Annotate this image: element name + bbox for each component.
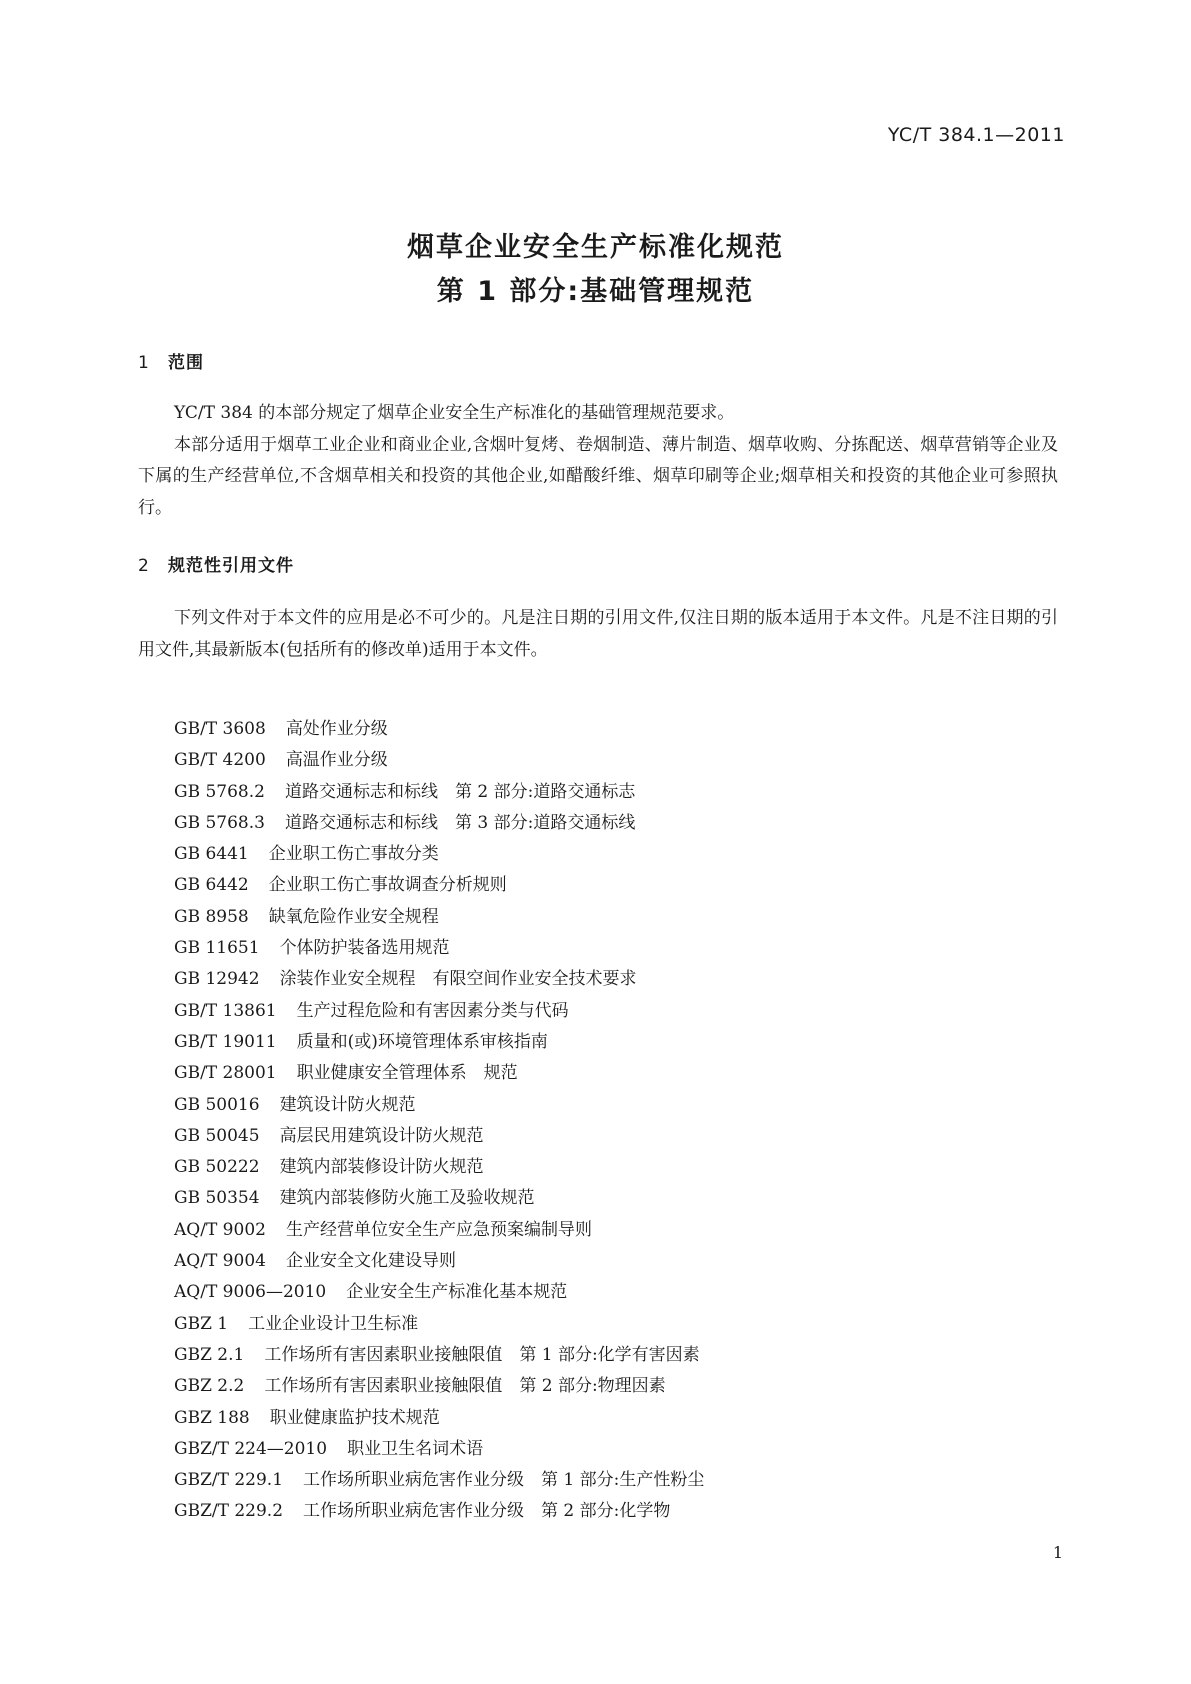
reference-code: GB 50222 (174, 1157, 260, 1178)
reference-code: GB 50354 (174, 1188, 260, 1209)
reference-title: 企业安全文化建设导则 (285, 1251, 456, 1272)
section-number: 2 (138, 556, 150, 576)
reference-title: 缺氧危险作业安全规程 (268, 906, 439, 927)
reference-title: 职业健康安全管理体系 规范 (296, 1063, 518, 1084)
reference-title: 建筑设计防火规范 (279, 1094, 416, 1115)
reference-item (174, 808, 704, 839)
reference-item (174, 1371, 704, 1402)
section-title: 规范性引用文件 (168, 556, 294, 576)
reference-title: 职业卫生名词术语 (347, 1438, 484, 1459)
reference-title: 工作场所有害因素职业接触限值 第 1 部分:化学有害因素 (264, 1344, 700, 1365)
reference-item (174, 1183, 704, 1214)
reference-title: 个体防护装备选用规范 (279, 938, 450, 959)
reference-code: GBZ/T 224—2010 (174, 1438, 328, 1459)
paragraph: 本部分适用于烟草工业企业和商业企业,含烟叶复烤、卷烟制造、薄片制造、烟草收购、分拣配送、烟草营销等企业及下属的生产经营单位,不含烟草相关和投资的其他企业,如醋酸纤维、烟草印刷等企业;烟草相关和投资的其他企业可参照执行。 (138, 434, 1058, 518)
reference-title: 企业职工伤亡事故分类 (268, 844, 439, 865)
title-main: 烟草企业安全生产标准化规范 (407, 232, 784, 263)
reference-item (174, 964, 704, 995)
reference-title: 高温作业分级 (285, 750, 388, 771)
reference-item (174, 870, 704, 901)
reference-code: AQ/T 9002 (174, 1219, 266, 1240)
page-number: 1 (1052, 1543, 1063, 1562)
reference-item (174, 839, 704, 870)
reference-title: 高处作业分级 (285, 719, 388, 739)
reference-title: 涂装作业安全规程 有限空间作业安全技术要求 (279, 969, 637, 990)
reference-item (174, 1121, 704, 1152)
reference-title: 工业企业设计卫生标准 (248, 1313, 419, 1334)
reference-title: 企业安全生产标准化基本规范 (346, 1282, 568, 1303)
reference-title: 道路交通标志和标线 第 3 部分:道路交通标线 (284, 812, 636, 833)
reference-code: GB/T 13861 (174, 1000, 277, 1021)
reference-item (174, 1434, 704, 1465)
paragraph: 下列文件对于本文件的应用是必不可少的。凡是注日期的引用文件,仅注日期的版本适用于本文件。凡是不注日期的引用文件,其最新版本(包括所有的修改单)适用于本文件。 (138, 608, 1058, 660)
section-heading-references (138, 551, 294, 576)
title-sub: 第 1 部分:基础管理规范 (436, 276, 755, 307)
reference-item (174, 1090, 704, 1121)
reference-item (174, 745, 704, 776)
reference-code: GB 6441 (174, 844, 249, 865)
reference-item (174, 1496, 704, 1527)
reference-code: GB/T 19011 (174, 1031, 277, 1052)
section-number: 1 (138, 353, 150, 373)
section-body-scope (138, 398, 1058, 524)
reference-code: GB 50045 (174, 1125, 260, 1146)
reference-item (174, 1309, 704, 1340)
reference-code: GB 8958 (174, 906, 249, 927)
section-title: 范围 (168, 353, 204, 373)
reference-item (174, 1465, 704, 1496)
reference-item (174, 1277, 704, 1308)
reference-title: 职业健康监护技术规范 (269, 1407, 440, 1428)
reference-title: 企业职工伤亡事故调查分析规则 (268, 875, 507, 896)
reference-code: GBZ/T 229.1 (174, 1470, 284, 1491)
reference-code: GBZ 2.2 (174, 1376, 245, 1397)
reference-title: 质量和(或)环境管理体系审核指南 (296, 1031, 548, 1052)
reference-code: GBZ 2.1 (174, 1344, 245, 1365)
reference-title: 工作场所职业病危害作业分级 第 2 部分:化学物 (303, 1501, 671, 1522)
reference-title: 生产过程危险和有害因素分类与代码 (296, 1000, 569, 1021)
reference-list (174, 714, 704, 1528)
reference-item (174, 1215, 704, 1246)
reference-item (174, 1340, 704, 1371)
reference-item (174, 1246, 704, 1277)
reference-code: GB/T 28001 (174, 1063, 277, 1084)
reference-item (174, 902, 704, 933)
reference-code: AQ/T 9004 (174, 1251, 266, 1272)
reference-title: 建筑内部装修设计防火规范 (279, 1157, 484, 1178)
section-heading-scope (138, 348, 204, 373)
reference-item (174, 777, 704, 808)
document-title (0, 226, 1191, 314)
reference-code: GBZ 188 (174, 1407, 250, 1428)
reference-code: GB 11651 (174, 938, 260, 959)
reference-title: 建筑内部装修防火施工及验收规范 (279, 1188, 535, 1209)
reference-code: AQ/T 9006—2010 (174, 1282, 327, 1303)
paragraph: YC/T 384 的本部分规定了烟草企业安全生产标准化的基础管理规范要求。 (174, 403, 735, 423)
reference-title: 工作场所职业病危害作业分级 第 1 部分:生产性粉尘 (303, 1470, 705, 1491)
reference-item (174, 1058, 704, 1089)
reference-title: 生产经营单位安全生产应急预案编制导则 (285, 1219, 592, 1240)
reference-title: 道路交通标志和标线 第 2 部分:道路交通标志 (284, 781, 636, 802)
reference-code: GB/T 3608 (174, 719, 266, 739)
reference-item (174, 1027, 704, 1058)
reference-item (174, 1152, 704, 1183)
reference-code: GBZ 1 (174, 1313, 229, 1334)
reference-code: GB 6442 (174, 875, 249, 896)
section-body-references (138, 603, 1058, 666)
standard-code: YC/T 384.1—2011 (887, 124, 1065, 146)
reference-code: GBZ/T 229.2 (174, 1501, 284, 1522)
reference-item (174, 996, 704, 1027)
reference-code: GB 5768.2 (174, 781, 265, 802)
reference-code: GB 12942 (174, 969, 260, 990)
reference-item (174, 1403, 704, 1434)
reference-code: GB 50016 (174, 1094, 260, 1115)
reference-item (174, 933, 704, 964)
reference-title: 高层民用建筑设计防火规范 (279, 1125, 484, 1146)
reference-title: 工作场所有害因素职业接触限值 第 2 部分:物理因素 (264, 1376, 666, 1397)
reference-item (174, 714, 704, 745)
reference-code: GB/T 4200 (174, 750, 266, 771)
reference-code: GB 5768.3 (174, 812, 265, 833)
